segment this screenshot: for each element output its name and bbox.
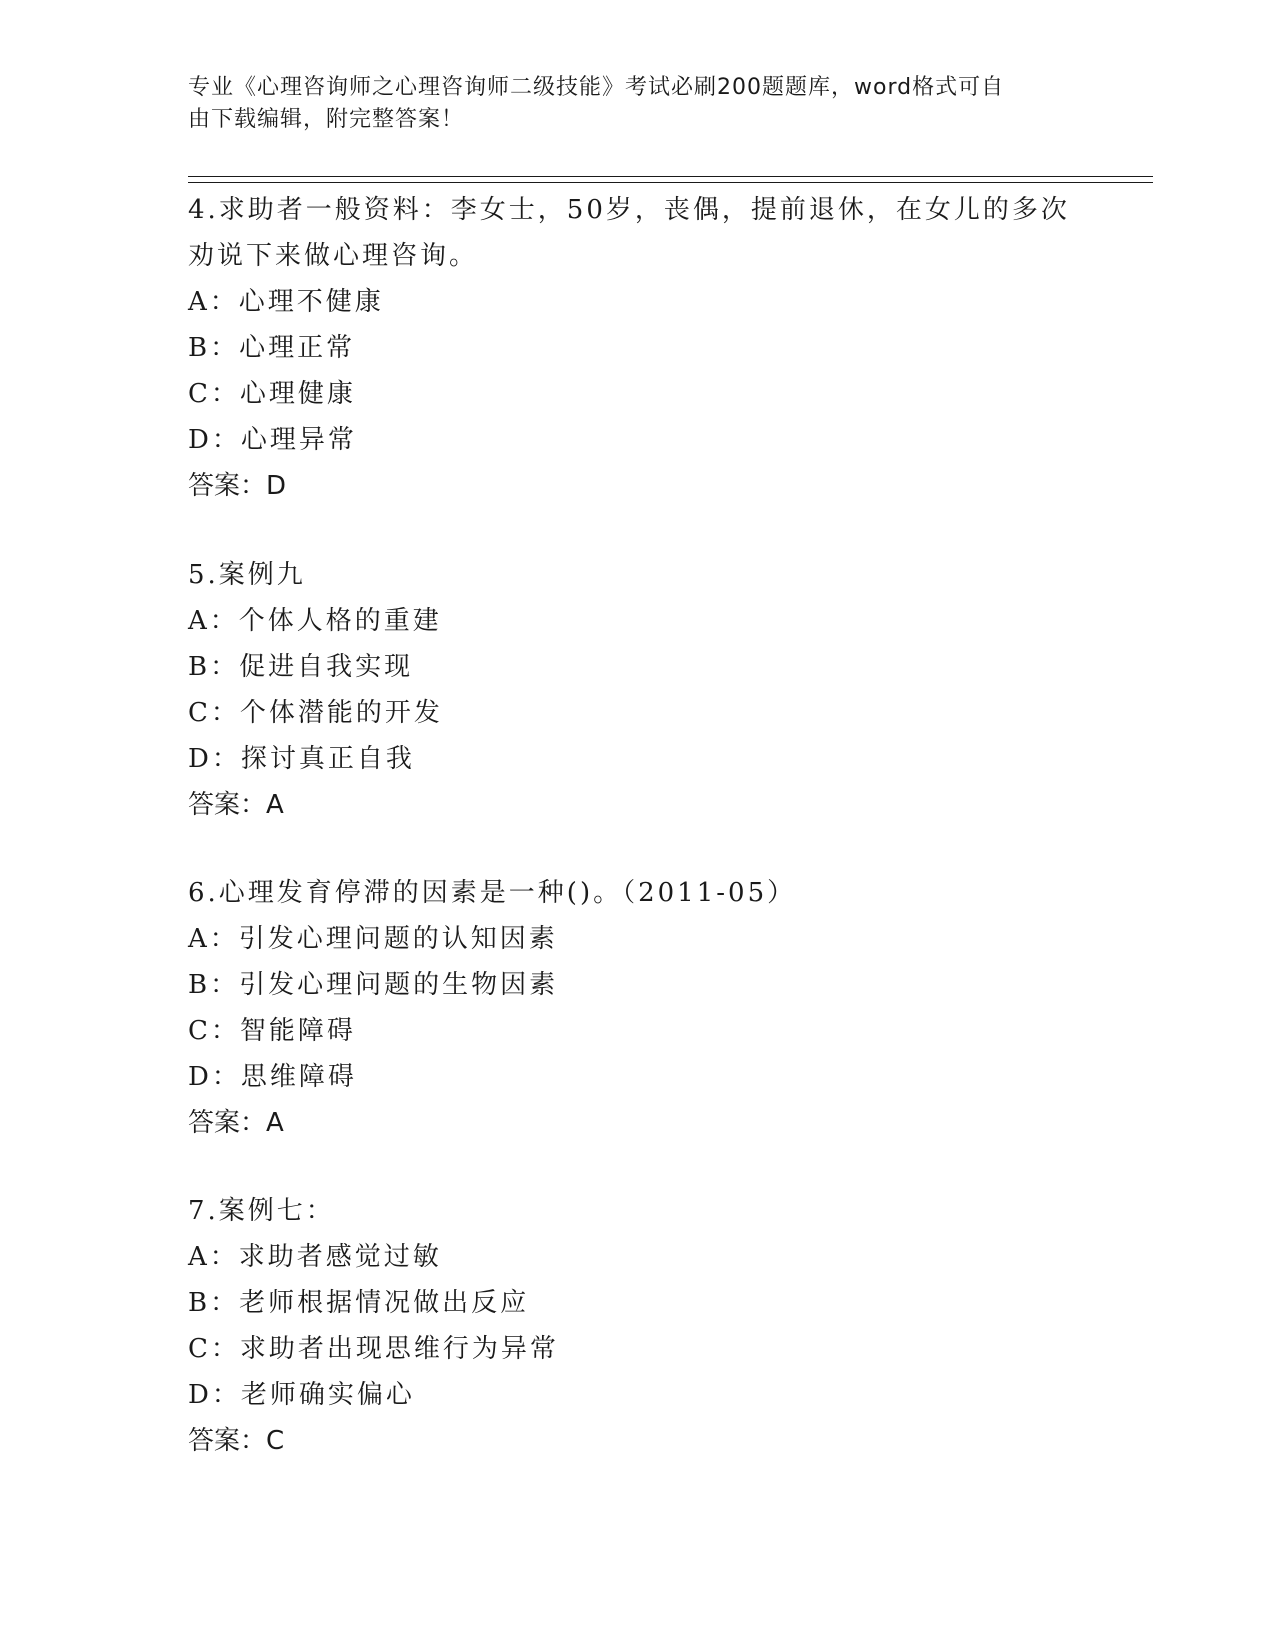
question-stem: 4.求助者一般资料：李女士，50岁，丧偶，提前退休，在女儿的多次 xyxy=(188,195,1070,225)
header-line-1: 专业《心理咨询师之心理咨询师二级技能》考试必刷200题题库，word格式可自 xyxy=(188,75,1005,100)
question-4 xyxy=(188,187,1088,509)
option-b: B：心理正常 xyxy=(188,333,356,363)
option-d: D：老师确实偏心 xyxy=(188,1380,415,1410)
question-6 xyxy=(188,870,1088,1146)
answer: 答案：A xyxy=(188,1108,284,1138)
question-stem: 7.案例七： xyxy=(188,1196,335,1226)
question-5 xyxy=(188,552,1088,828)
header-divider-bottom xyxy=(188,182,1153,183)
answer: 答案：A xyxy=(188,790,284,820)
option-c: C：智能障碍 xyxy=(188,1016,356,1046)
option-a: A：引发心理问题的认知因素 xyxy=(188,924,558,954)
option-c: C：求助者出现思维行为异常 xyxy=(188,1334,559,1364)
option-b: B：老师根据情况做出反应 xyxy=(188,1288,530,1318)
option-d: D：思维障碍 xyxy=(188,1062,357,1092)
question-stem: 5.案例九 xyxy=(188,560,306,590)
option-a: A：个体人格的重建 xyxy=(188,606,442,636)
question-stem: 6.心理发育停滞的因素是一种()。（2011-05） xyxy=(188,878,797,908)
option-a: A：心理不健康 xyxy=(188,287,384,317)
answer: 答案：C xyxy=(188,1426,285,1456)
option-b: B：促进自我实现 xyxy=(188,652,414,682)
document-header xyxy=(188,72,1068,136)
option-a: A：求助者感觉过敏 xyxy=(188,1242,442,1272)
header-divider-top xyxy=(188,176,1153,177)
question-stem-continued: 劝说下来做心理咨询。 xyxy=(188,241,479,271)
option-c: C：心理健康 xyxy=(188,379,356,409)
option-d: D：心理异常 xyxy=(188,425,357,455)
question-7 xyxy=(188,1188,1088,1464)
option-d: D：探讨真正自我 xyxy=(188,744,415,774)
option-c: C：个体潜能的开发 xyxy=(188,698,443,728)
answer: 答案：D xyxy=(188,471,287,501)
option-b: B：引发心理问题的生物因素 xyxy=(188,970,559,1000)
header-line-2: 由下载编辑，附完整答案！ xyxy=(188,107,465,132)
